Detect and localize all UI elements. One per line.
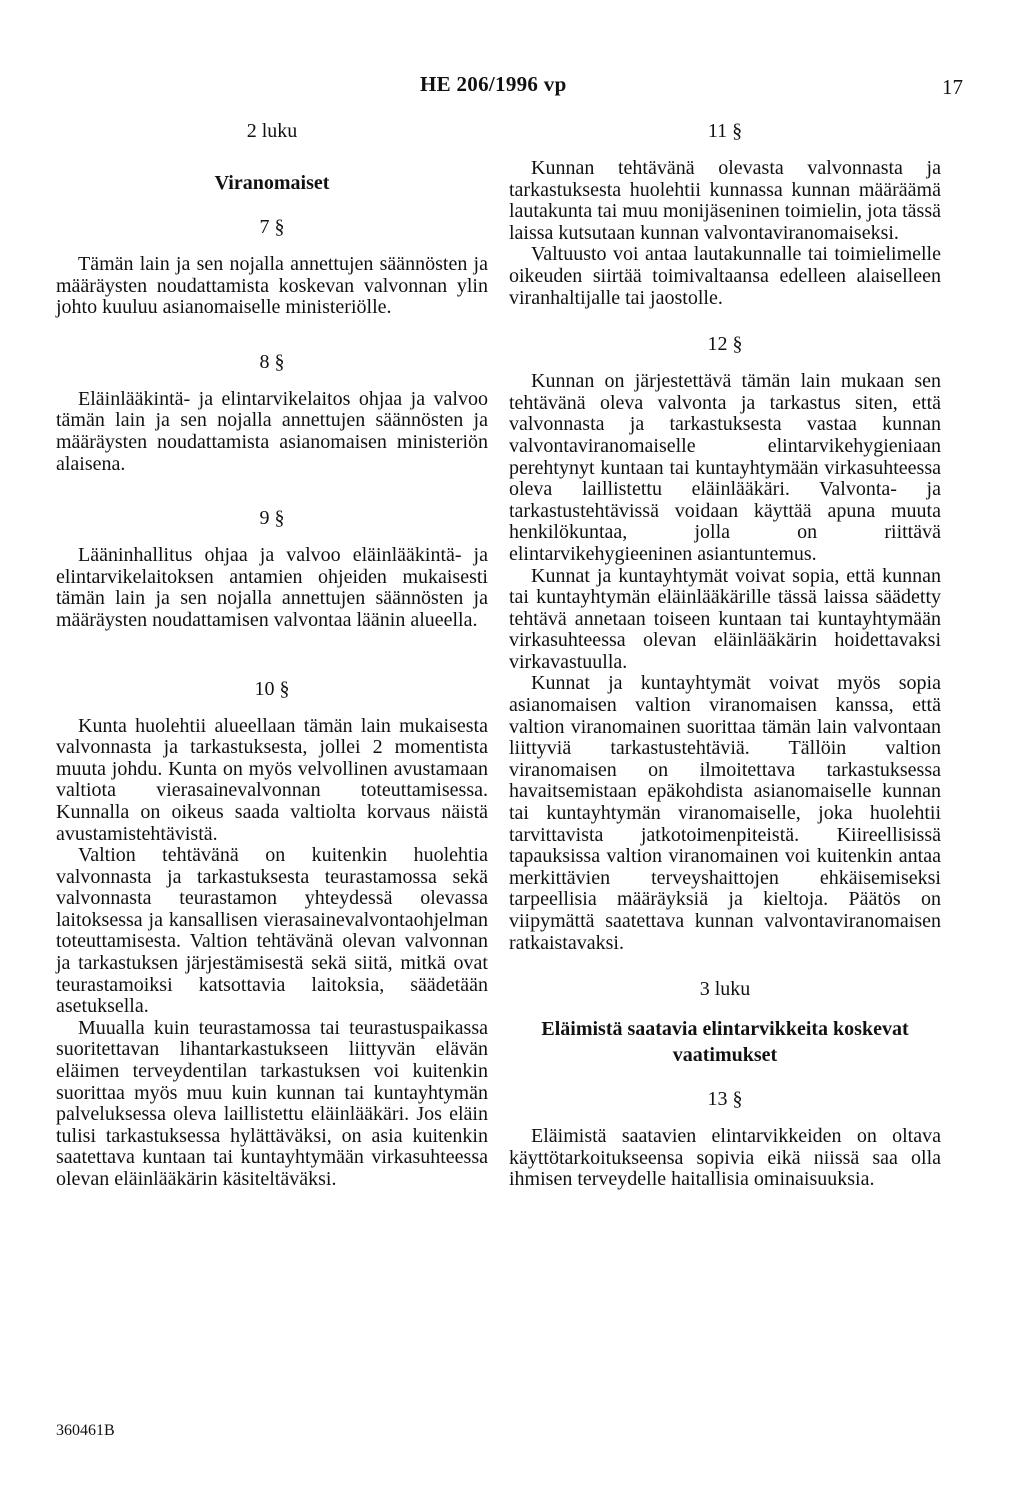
section-heading: 12 §	[707, 333, 743, 356]
section-8	[56, 349, 488, 475]
section-heading: 13 §	[707, 1088, 743, 1111]
section-heading: 7 §	[259, 216, 285, 238]
paragraph: Muualla kuin teurastamossa tai teurastuspaikassa suoritettavan lihantarkastukseen liittyvän elävän eläimen terveydentilan tarkastuksen voi kuitenkin suorittaa myös muu kuin kunnan tai kuntayhtymän palveluksessa oleva laillistettu eläinlääkäri. Jos eläin tulisi tarkastuksessa hylättäväksi, on asia kuitenkin saatettava kuntaan tai kuntayhtymään virkasuhteessa olevan eläinlääkärin käsiteltäväksi.	[56, 1016, 488, 1190]
section-heading: 8 §	[259, 350, 285, 373]
left-column	[56, 118, 488, 1221]
paragraph: Lääninhallitus ohjaa ja valvoo eläinlääkintä- ja elintarvikelaitoksen antamien ohjeiden mukaisesti tämän lain ja sen nojalla annettujen säännösten ja määräysten noudattamisen valvontaa läänin alueella.	[56, 544, 488, 631]
paragraph: Eläinlääkintä- ja elintarvikelaitos ohjaa ja valvoo tämän lain ja sen nojalla annettujen säännösten ja määräysten noudattamista asianomaisen ministeriön alaisena.	[56, 387, 488, 475]
section-heading: 10 §	[254, 677, 290, 700]
section-heading: 11 §	[707, 120, 743, 142]
section-9	[56, 505, 488, 631]
paragraph: Kunta huolehtii alueellaan tämän lain mukaisesta valvonnasta ja tarkastuksesta, jollei 2 momentista muuta johdu. Kunta on myös velvollinen avustamaan valtiota vierasainevalvonnan toteuttamisessa. Kunnalla on oikeus saada valtiolta korvaus näistä avustamistehtävistä.	[56, 714, 488, 845]
chapter-title: Viranomaiset	[214, 172, 330, 194]
page-number: 17	[942, 75, 963, 99]
paragraph: Kunnan tehtävänä olevasta valvonnasta ja tarkastuksesta huolehtii kunnassa kunnan määräämä lautakunta tai muu monijäseninen toimielin, jota tässä laissa kutsutaan kunnan valvontaviranomaiseksi.	[509, 157, 941, 244]
document-title: HE 206/1996 vp	[420, 72, 567, 96]
section-11	[509, 118, 941, 309]
paragraph: Tämän lain ja sen nojalla annettujen säännösten ja määräysten noudattamista koskevan valvonnan ylin johto kuuluu asianomaiselle ministeriölle.	[56, 253, 488, 319]
section-heading: 9 §	[259, 507, 285, 530]
document-code: 360461B	[56, 1422, 115, 1439]
section-12	[509, 331, 941, 954]
paragraph: Valtuusto voi antaa lautakunnalle tai toimielimelle oikeuden siirtää toimivaltaansa edelleen alaiselleen viranhaltijalle tai jaostolle.	[509, 243, 941, 309]
paragraph: Kunnat ja kuntayhtymät voivat myös sopia asianomaisen valtion viranomaisen kanssa, että valtion viranomainen suorittaa tämän lain valvontaan liittyviä tarkastustehtäviä. Tällöin valtion viranomaisen on ilmoitettava tarkastuksessa havaitsemistaan epäkohdista asianomaiselle kunnan tai kuntayhtymän viranomaiselle, joka huolehtii tarvittavista jatkotoimenpiteistä. Kiireellisissä tapauksissa valtion viranomainen voi kuitenkin antaa merkittävien terveyshaittojen ehkäisemiseksi tarpeellisia määräyksiä ja kieltoja. Päätös on viipymättä saatettava kunnan valvontaviranomaisen ratkaistavaksi.	[509, 672, 941, 954]
paragraph: Valtion tehtävänä on kuitenkin huolehtia valvonnasta ja tarkastuksesta teurastamossa sekä valvonnasta teurastamon yhteydessä olevassa laitoksessa ja kansallisen vierasainevalvontaohjelman toteuttamisesta. Valtion tehtävänä olevan valvonnan ja tarkastuksen järjestämisestä sekä siitä, mitkä ovat teurastamoiksi katsottavia laitoksia, säädetään asetuksella.	[56, 844, 488, 1018]
chapter-title: Eläimistä saatavia elintarvikkeita koskevat vaatimukset	[541, 1018, 909, 1067]
paragraph: Kunnan on järjestettävä tämän lain mukaan sen tehtävänä oleva valvonta ja tarkastus siten, että valvonnasta ja tarkastuksesta vastaa kunnan valvontaviranomaiselle elintarvikehygieniaan perehtynyt kuntaan tai kuntayhtymään virkasuhteessa oleva laillistettu eläinlääkäri. Valvonta- ja tarkastustehtävissä voidaan käyttää apuna muuta henkilökuntaa, jolla on riittävä elintarvikehygieeninen asiantuntemus.	[509, 370, 941, 565]
chapter-number: 3 luku	[699, 978, 751, 1001]
page-header	[0, 72, 1024, 104]
right-column	[509, 118, 941, 1221]
chapter-number: 2 luku	[246, 120, 298, 142]
section-13	[509, 1086, 941, 1191]
paragraph: Eläimistä saatavien elintarvikkeiden on oltava käyttötarkoitukseensa sopivia eikä niissä saa olla ihmisen terveydelle haitallisia ominaisuuksia.	[509, 1125, 941, 1191]
section-10	[56, 676, 488, 1191]
paragraph: Kunnat ja kuntayhtymät voivat sopia, että kunnan tai kuntayhtymän eläinlääkärille tässä laissa säädetty tehtävä annetaan toiseen kuntaan tai kuntayhtymään virkasuhteessa olevan eläinlääkärin hoidettavaksi virkavastuulla.	[509, 564, 941, 673]
section-7	[56, 214, 488, 319]
